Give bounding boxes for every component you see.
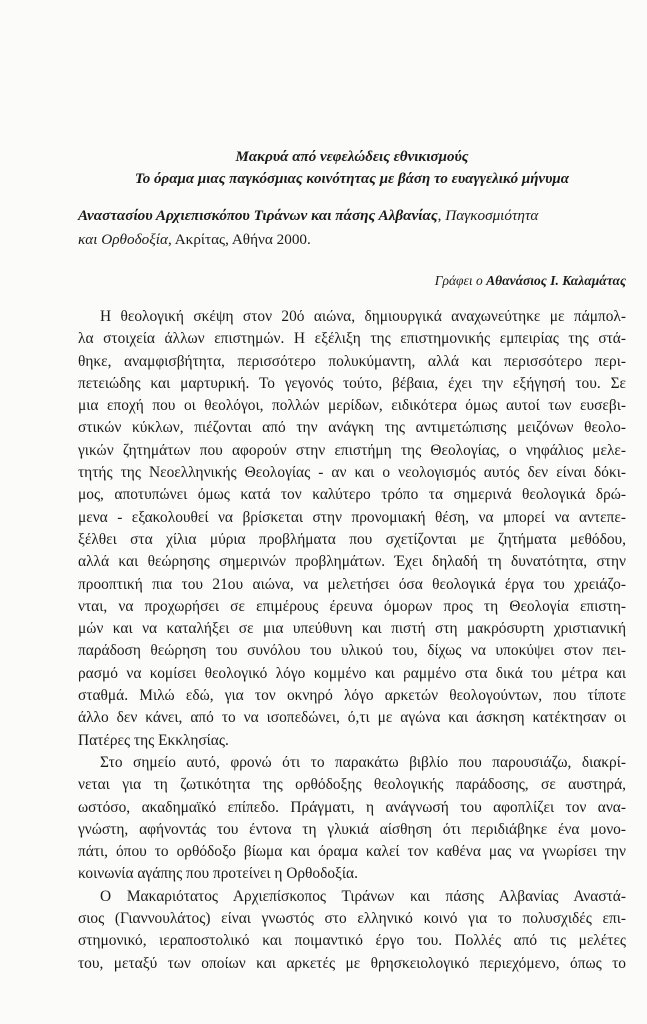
paragraph-line: στικών κύκλων, πιέζονται από την ανάγκη της αντιμετώπισης μειζόνων θεολο-: [78, 419, 626, 437]
paragraph: [78, 752, 626, 886]
paragraph-line: Ο Μακαριότατος Αρχιεπίσκοπος Τιράνων και πάσης Αλβανίας Αναστά-: [100, 887, 626, 905]
paragraph-line: παράδοση θεώρηση του συνόλου του υλικού του, δίχως να υποκύψει στον πει-: [78, 642, 626, 660]
paragraph-line: θηκε, αναμφισβήτητα, περισσότερο πολυκύμαντη, αλλά και περισσότερο περι-: [78, 352, 626, 370]
paragraph-line: πάτι, όπου το ορθόδοξο βίωμα και όραμα καλεί τον καθένα μας να γνωρίσει την: [78, 843, 626, 861]
paragraph-line: ωστόσο, ακαδημαϊκό επίπεδο. Πράγματι, η ανάγνωσή του αφοπλίζει τον ανα-: [78, 798, 626, 816]
book-reference: [78, 204, 626, 252]
paragraph-line: άλλο δεν κάνει, από το να ισοπεδώνει, ό,τι με αγώνα και άσκηση κατέκτησαν οι: [78, 709, 626, 727]
title-line-1: Μακρυά από νεφελώδεις εθνικισμούς: [235, 149, 469, 165]
paragraph-line: τητής της Νεοελληνικής Θεολογίας - αν και ο νεολογισμός αυτός δεν είναι δόκι-: [78, 464, 626, 482]
paragraph-line: σιος (Γιαννουλάτος) είναι γνωστός στο ελληνικό κοινό για το πολυσχιδές επι-: [78, 910, 626, 928]
book-author: Αναστασίου Αρχιεπισκόπου Τιράνων και πάσης Αλβανίας: [78, 207, 438, 224]
paragraph-line: νεται για τη ζωτικότητα της ορθόδοξης θεολογικής παράδοσης, σε αυστηρά,: [78, 776, 626, 794]
paragraph-line: γνώστη, αφήνοντάς του έντονα τη γλυκιά αίσθηση ότι περιδιάβηκε ένα μονο-: [78, 820, 626, 838]
book-review-page: [78, 0, 626, 1024]
paragraph-line: Στο σημείο αυτό, φρονώ ότι το παρακάτω βιβλίο που παρουσιάζω, διακρί-: [100, 753, 626, 771]
byline-author: Αθανάσιος Ι. Καλαμάτας: [486, 273, 626, 288]
reference-separator: ,: [437, 207, 446, 224]
paragraph-line: γικών ζητημάτων που αφορούν στην επιστήμη της Θεολογίας, ο νηφάλιος μελε-: [78, 441, 626, 459]
paragraph-line: πετειώδης και μαρτυρική. Το γεγονός τούτο, βέβαια, έχει την εξήγησή του. Σε: [78, 374, 626, 392]
paragraph-line: προοπτική πια του 21ου αιώνα, να μελετήσει όσα θεολογικά έργα του χρειάζο-: [78, 575, 626, 593]
book-title-part-2: και Ορθοδοξία: [78, 231, 168, 248]
paragraph-line: ξέλθει στα χίλια μύρια προβλήματα που σχετίζονται με ζητήματα μεθόδου,: [78, 530, 626, 548]
paragraph-line: νται, να προχωρήσει σε επιμέρους έρευνα όμορων προς τη Θεολογία επιστη-: [78, 597, 626, 615]
paragraph-line: σταθμά. Μιλώ εδώ, για τον οκνηρό λόγο αρκετών θεολογούντων, που τίποτε: [78, 687, 626, 705]
paragraph: [78, 306, 626, 752]
paragraph-line: του, μεταξύ των οποίων και αρκετές με θρησκειολογικό περιεχόμενο, όπως το: [78, 954, 626, 972]
paragraph-line: κοινωνία αγάπης που προτείνει η Ορθοδοξία.: [78, 865, 358, 883]
paragraph-line: μος, αποτυπώνει όμως κατά τον καλύτερο τρόπο τα σημερινά θεολογικά δρώ-: [78, 486, 626, 504]
title-line-2: Το όραμα μιας παγκόσμιας κοινότητας με βάση το ευαγγελικό μήνυμα: [134, 171, 570, 187]
paragraph-line: Η θεολογική σκέψη στον 20ό αιώνα, δημιουργικά αναχωνεύτηκε με πάμπολ-: [100, 308, 626, 325]
paragraph-line: αλλά και θεώρησης σημερινών προβλημάτων. Έχει δηλαδή τη δυνατότητα, στην: [78, 553, 626, 571]
paragraph-line: Πατέρες της Εκκλησίας.: [78, 731, 229, 749]
paragraph-line: μια εποχή που οι θεολόγοι, πολλών μερίδων, ειδικότερα όμως αυτοί των ευσεβι-: [78, 397, 626, 415]
paragraph-line: στημονικό, ιεραποστολικό και ποιμαντικό έργο του. Πολλές από τις μελέτες: [78, 932, 626, 950]
article-title: [78, 146, 626, 190]
book-publisher: , Ακρίτας, Αθήνα 2000.: [167, 231, 311, 248]
paragraph-line: μών και να καταλήξει σε μια υπεύθυνη και πιστή στη μακρόσυρτη χριστιανική: [78, 620, 626, 638]
byline: [435, 272, 626, 290]
book-title-part-1: Παγκοσμιότητα: [445, 207, 539, 224]
paragraph-line: μενα - εξακολουθεί να βρίσκεται στην προνομιακή θέση, να μπορεί να αντεπε-: [78, 508, 626, 526]
paragraph-line: λα στοιχεία άλλων επιστημών. Η εξέλιξη της επιστημονικής εμπειρίας της στά-: [78, 330, 626, 348]
paragraph-line: ρασμό να κομίσει θεολογικό λόγο κομμένο και ραμμένο στα δικά του μέτρα και: [78, 664, 626, 682]
review-body: [78, 306, 626, 975]
byline-prefix: Γράφει ο: [434, 273, 487, 288]
paragraph: [78, 886, 626, 975]
